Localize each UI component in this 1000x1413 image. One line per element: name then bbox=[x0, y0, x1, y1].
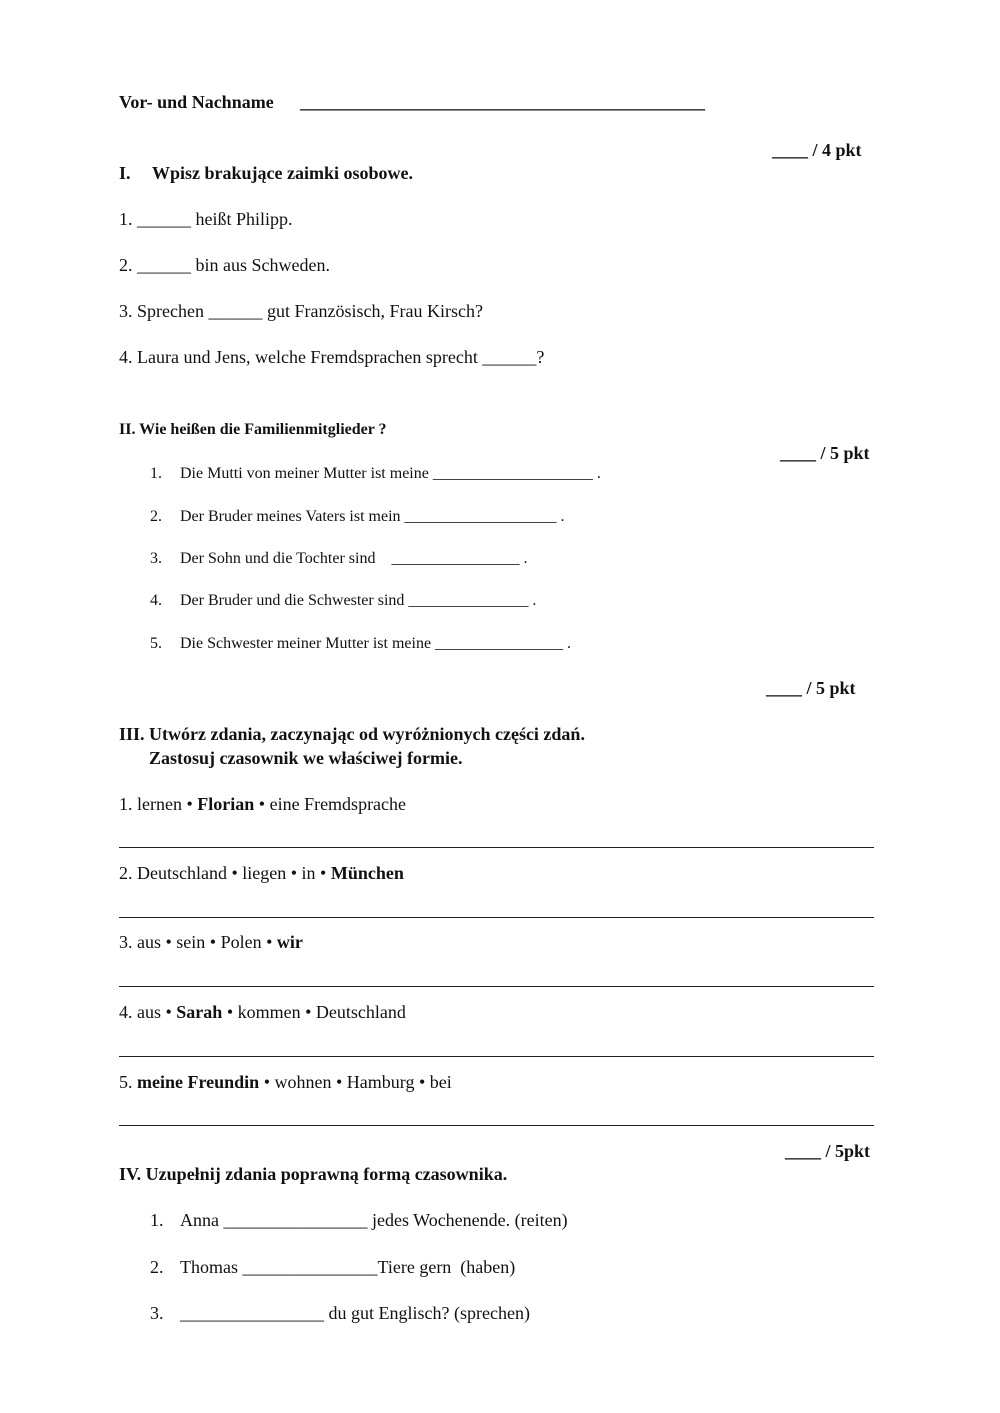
section3-item-2-bold: München bbox=[330, 863, 404, 883]
section3-item-5-post: • wohnen • Hamburg • bei bbox=[259, 1072, 452, 1092]
section2-item-1-num: 1. bbox=[150, 465, 162, 482]
section3-item-3 bbox=[119, 933, 303, 951]
section4-item-3: ________________ du gut Englisch? (sprechen) bbox=[180, 1303, 530, 1323]
section4-title: IV. Uzupełnij zdania poprawną formą czasownika. bbox=[119, 1164, 508, 1184]
section2-points: ____ / 5 pkt bbox=[780, 443, 870, 463]
section3-item-2-pre: 2. Deutschland • liegen • in • bbox=[119, 863, 331, 883]
section3-item-5-bold: meine Freundin bbox=[137, 1072, 260, 1092]
section3-title-line1: III. Utwórz zdania, zaczynając od wyróżnionych części zdań. bbox=[119, 724, 585, 744]
section4-item-1: Anna ________________ jedes Wochenende. (reiten) bbox=[180, 1210, 568, 1230]
section3-answer-line-4[interactable] bbox=[119, 1056, 874, 1057]
section1-item-1: 1. ______ heißt Philipp. bbox=[119, 209, 293, 229]
section3-item-4-post: • kommen • Deutschland bbox=[222, 1002, 406, 1022]
section3-item-3-bold: wir bbox=[276, 932, 303, 952]
section1-points: ____ / 4 pkt bbox=[772, 140, 862, 160]
section4-item-2: Thomas _______________Tiere gern (haben) bbox=[180, 1257, 516, 1277]
section1-roman: I. bbox=[119, 163, 131, 183]
name-label: Vor- und Nachname bbox=[119, 92, 274, 112]
section4-item-1-num: 1. bbox=[150, 1210, 164, 1230]
section1-item-4: 4. Laura und Jens, welche Fremdsprachen sprecht ______? bbox=[119, 347, 545, 367]
section2-item-2-num: 2. bbox=[150, 508, 162, 525]
section2-title: II. Wie heißen die Familienmitglieder ? bbox=[119, 421, 387, 438]
section3-item-5-pre: 5. bbox=[119, 1072, 137, 1092]
section2-item-3-num: 3. bbox=[150, 550, 162, 567]
section3-title-line2: Zastosuj czasownik we właściwej formie. bbox=[149, 748, 463, 768]
section3-item-1-post: • eine Fremdsprache bbox=[254, 794, 407, 814]
section2-item-5-num: 5. bbox=[150, 635, 162, 652]
section3-item-2 bbox=[119, 864, 404, 882]
section3-item-3-pre: 3. aus • sein • Polen • bbox=[119, 932, 277, 952]
section1-item-3: 3. Sprechen ______ gut Französisch, Frau Kirsch? bbox=[119, 301, 483, 321]
section3-answer-line-5[interactable] bbox=[119, 1125, 874, 1126]
section3-points: ____ / 5 pkt bbox=[766, 678, 856, 698]
section1-title: Wpisz brakujące zaimki osobowe. bbox=[152, 163, 413, 183]
section1-item-2: 2. ______ bin aus Schweden. bbox=[119, 255, 330, 275]
section3-item-5 bbox=[119, 1073, 452, 1091]
section2-item-4: Der Bruder und die Schwester sind _______________ . bbox=[180, 592, 537, 609]
section3-answer-line-1[interactable] bbox=[119, 847, 874, 848]
section3-item-4 bbox=[119, 1003, 406, 1021]
section3-item-4-bold: Sarah bbox=[176, 1002, 223, 1022]
section2-item-2: Der Bruder meines Vaters ist mein ___________________ . bbox=[180, 508, 565, 525]
name-blank[interactable]: _____________________________________________ bbox=[300, 92, 705, 112]
section3-item-1-pre: 1. lernen • bbox=[119, 794, 198, 814]
section3-item-1-bold: Florian bbox=[197, 794, 255, 814]
section3-answer-line-2[interactable] bbox=[119, 917, 874, 918]
section2-item-5: Die Schwester meiner Mutter ist meine ________________ . bbox=[180, 635, 572, 652]
section2-item-3: Der Sohn und die Tochter sind ________________ . bbox=[180, 550, 528, 567]
section4-item-2-num: 2. bbox=[150, 1257, 164, 1277]
section2-item-1: Die Mutti von meiner Mutter ist meine ____________________ . bbox=[180, 465, 601, 482]
section3-item-4-pre: 4. aus • bbox=[119, 1002, 177, 1022]
section3-answer-line-3[interactable] bbox=[119, 986, 874, 987]
section2-item-4-num: 4. bbox=[150, 592, 162, 609]
section4-points: ____ / 5pkt bbox=[785, 1141, 871, 1161]
section4-item-3-num: 3. bbox=[150, 1303, 164, 1323]
section3-item-1 bbox=[119, 795, 406, 813]
